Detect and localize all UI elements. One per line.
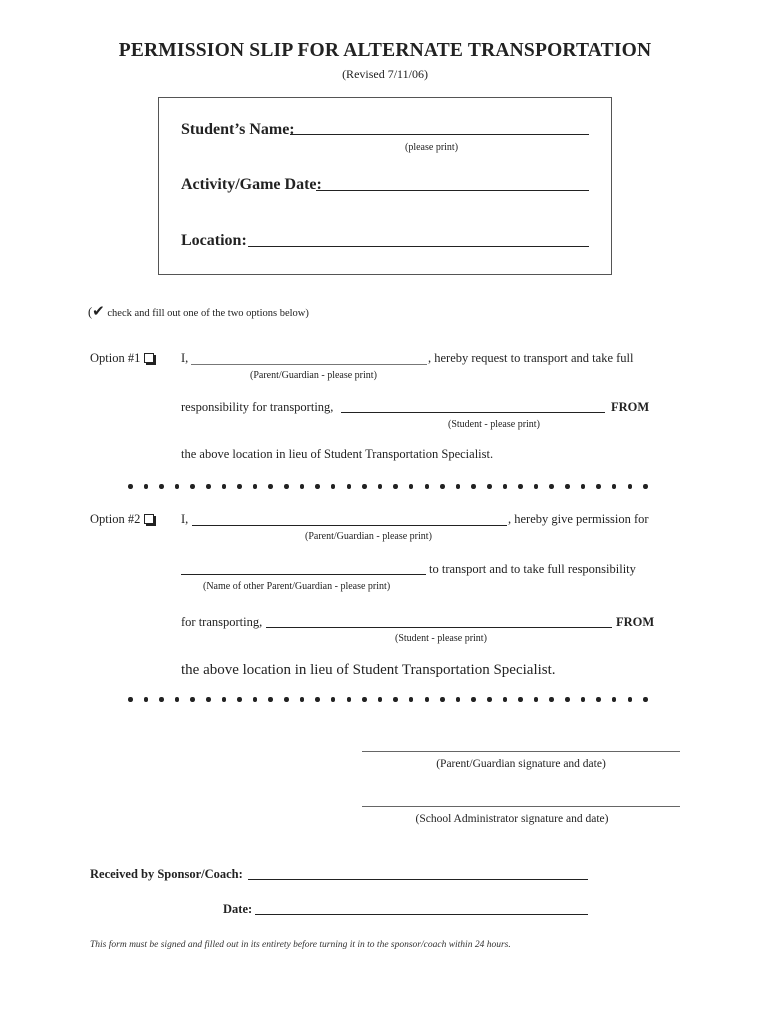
- instructions-open-paren: (: [88, 305, 93, 319]
- option2-permission-text: , hereby give permission for: [508, 512, 649, 526]
- admin-signature-hint: (School Administrator signature and date): [415, 813, 609, 825]
- option1-checkbox[interactable]: [144, 353, 154, 363]
- activity-date-label: Activity/Game Date:: [181, 176, 322, 193]
- student-name-hint: (please print): [405, 142, 459, 153]
- instructions: [88, 302, 309, 320]
- option1-student-field[interactable]: [341, 412, 605, 413]
- received-date-label: Date:: [223, 902, 253, 916]
- admin-signature-field[interactable]: [362, 806, 680, 807]
- instructions-text: check and fill out one of the two options below): [104, 308, 309, 319]
- student-name-label: Student’s Name:: [181, 121, 295, 138]
- option1-guardian-field[interactable]: [191, 364, 427, 365]
- option2-guardian-field[interactable]: [192, 525, 507, 526]
- sponsor-field[interactable]: [248, 879, 588, 880]
- option2-for-transporting: for transporting,: [181, 615, 263, 629]
- parent-signature-field[interactable]: [362, 751, 680, 752]
- option2-label: Option #2: [90, 512, 141, 526]
- option1-guardian-hint: (Parent/Guardian - please print): [250, 370, 377, 381]
- option2-from: FROM: [616, 615, 655, 629]
- option2-other-guardian-field[interactable]: [181, 574, 426, 575]
- option1-request-text: , hereby request to transport and take full: [428, 351, 634, 365]
- received-date-field[interactable]: [255, 914, 588, 915]
- option2-transport-text: to transport and to take full responsibility: [429, 562, 636, 576]
- option2-student-hint: (Student - please print): [395, 633, 487, 644]
- option1-label: Option #1: [90, 351, 141, 365]
- option1-student-hint: (Student - please print): [448, 419, 540, 430]
- option2-closing: the above location in lieu of Student Transportation Specialist.: [181, 662, 556, 678]
- option2-label-group[interactable]: [90, 512, 154, 527]
- revision-date: (Revised 7/11/06): [342, 67, 428, 81]
- option1-i: I,: [181, 351, 189, 365]
- option2-checkbox[interactable]: [144, 514, 154, 524]
- checkmark-icon: ✔: [92, 302, 105, 320]
- separator-dots: [128, 697, 648, 702]
- separator-dots: [128, 484, 648, 489]
- option1-label-group[interactable]: [90, 351, 154, 366]
- option1-from: FROM: [611, 400, 650, 414]
- location-field[interactable]: [248, 246, 589, 247]
- option1-responsibility-text: responsibility for transporting,: [181, 400, 334, 414]
- option2-guardian-hint: (Parent/Guardian - please print): [305, 531, 432, 542]
- parent-signature-hint: (Parent/Guardian signature and date): [436, 758, 606, 770]
- location-label: Location:: [181, 232, 247, 249]
- option2-student-field[interactable]: [266, 627, 612, 628]
- sponsor-label: Received by Sponsor/Coach:: [90, 867, 243, 881]
- page-title: PERMISSION SLIP FOR ALTERNATE TRANSPORTATION: [118, 40, 652, 61]
- option2-other-guardian-hint: (Name of other Parent/Guardian - please print): [203, 581, 391, 592]
- option1-closing: the above location in lieu of Student Transportation Specialist.: [181, 447, 494, 461]
- student-name-field[interactable]: [290, 134, 589, 135]
- footer-note: This form must be signed and filled out in its entirety before turning it in to the sponsor/coach within 24 hours.: [90, 940, 511, 950]
- activity-date-field[interactable]: [316, 190, 589, 191]
- option2-i: I,: [181, 512, 189, 526]
